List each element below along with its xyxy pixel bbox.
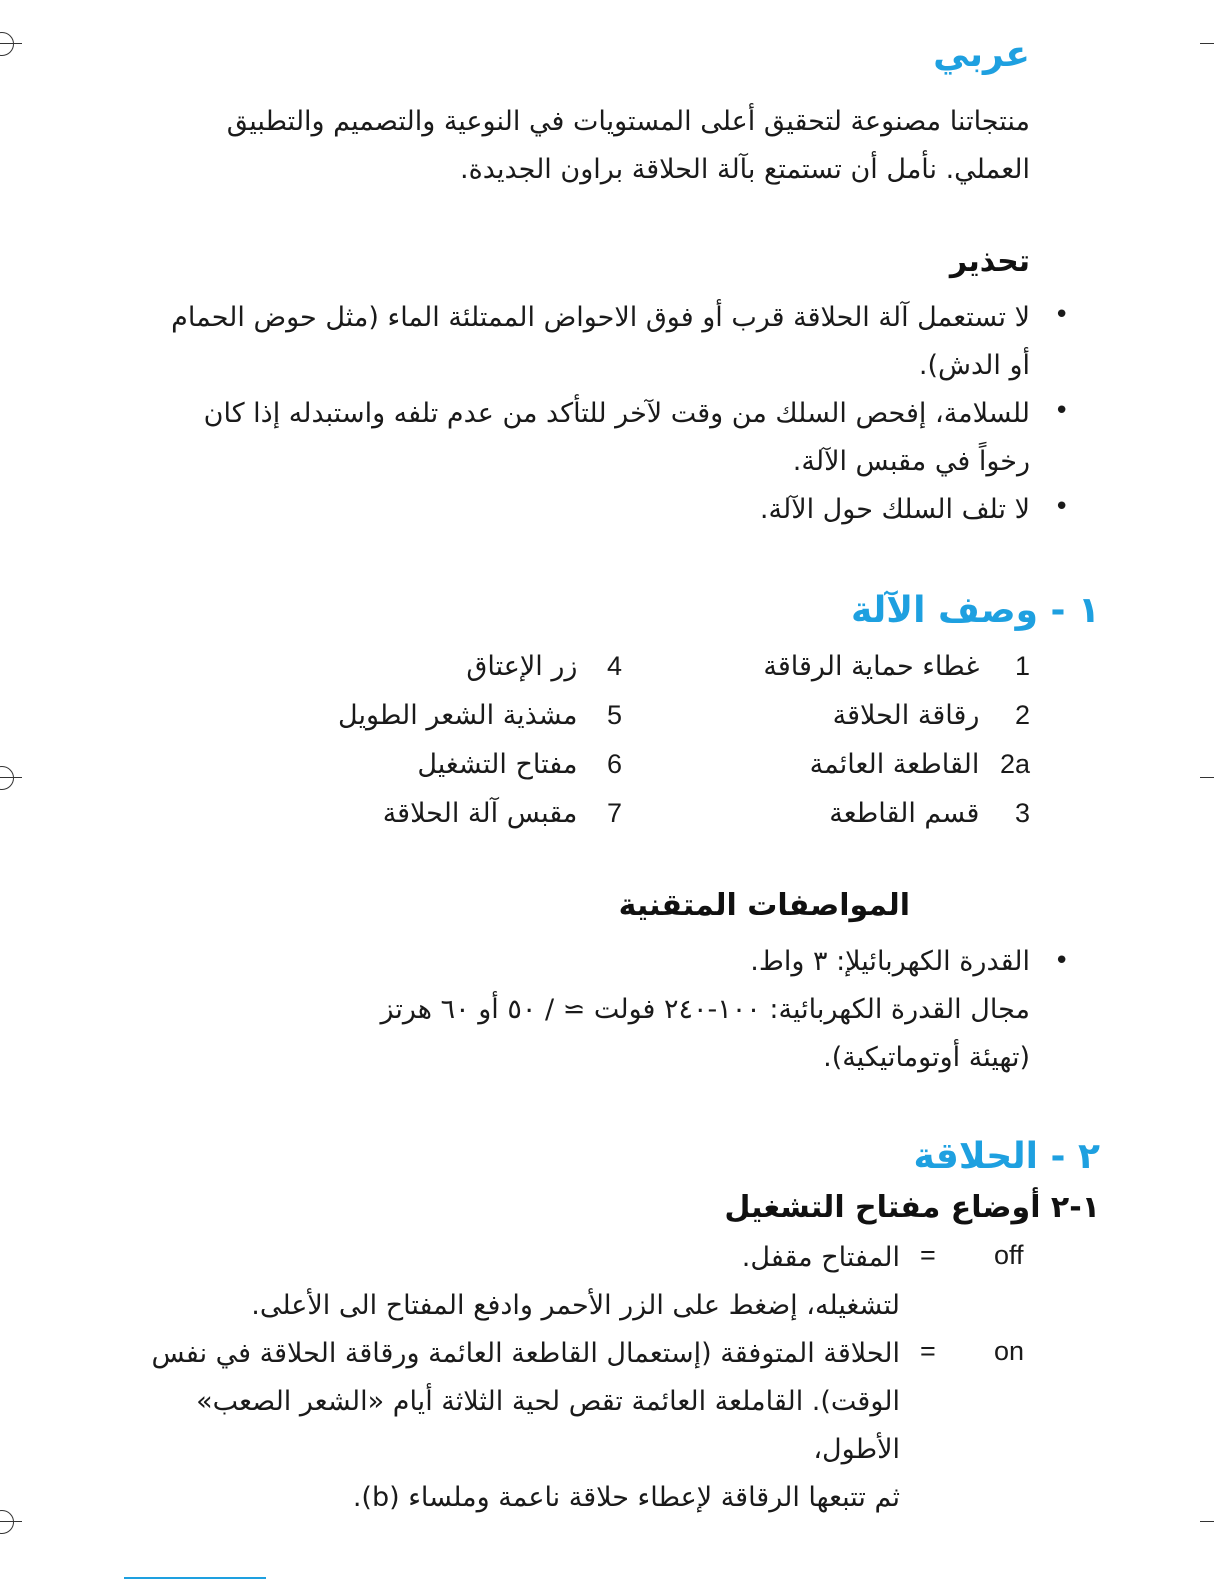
warning-item-3-line-1: لا تلف السلك حول الآلة.	[759, 494, 1030, 525]
specs-title: المواصفات المتقنية	[618, 888, 910, 923]
warning-item-3	[150, 486, 1030, 534]
part-5-label: مشذية الشعر الطويل	[338, 700, 578, 731]
bullet-specs: •	[1054, 946, 1070, 976]
part-1	[763, 646, 1030, 686]
crop-mark-line-top	[0, 43, 22, 44]
part-4-label: زر الإعتاق	[466, 651, 578, 682]
part-7-label: مقبس آلة الحلاقة	[382, 798, 578, 829]
intro-line-2: العملي. نأمل أن تستمتع بآلة الحلاقة براون الجديدة.	[460, 154, 1030, 185]
mode-off-description	[140, 1234, 900, 1330]
specs-range-line-2: (تهيئة أوتوماتيكية).	[823, 1042, 1030, 1073]
part-5	[338, 695, 622, 735]
crop-tick-right-top	[1200, 43, 1214, 44]
warning-item-2-line-1: للسلامة، إفحص السلك من وقت لآخر للتأكد من عدم تلفه واستبدله إذا كان	[203, 398, 1030, 429]
part-2	[833, 695, 1030, 735]
section-2-title: ٢ - الحلاقة	[913, 1136, 1100, 1177]
mode-on-equals: =	[920, 1336, 936, 1366]
mode-on-label: on	[994, 1336, 1025, 1366]
part-3-number: 3	[1014, 798, 1030, 828]
bullet-2: •	[1054, 396, 1070, 426]
mode-off-line-2: لتشغيله، إضغط على الزر الأحمر وادفع المفتاح الى الأعلى.	[251, 1290, 900, 1321]
warning-item-1-line-2: أو الدش).	[918, 350, 1030, 381]
mode-on-line-1: الحلاقة المتوفقة (إستعمال القاطعة العائمة ورقاقة الحلاقة في نفس	[151, 1338, 900, 1369]
mode-on-line-2: الوقت). القاملعة العائمة تقص لحية الثلاثة أيام «الشعر الصعب»	[196, 1386, 900, 1417]
specs-power: القدرة الكهربائيلإ: ٣ واط.	[750, 946, 1030, 977]
part-6-label: مفتاح التشغيل	[417, 749, 578, 780]
part-2a-number: 2a	[999, 749, 1030, 779]
part-7-number: 7	[606, 798, 622, 828]
crop-mark-line-bottom	[0, 1521, 22, 1522]
part-6-number: 6	[606, 749, 622, 779]
intro-paragraph	[170, 98, 1030, 194]
bullet-1: •	[1054, 300, 1070, 330]
mode-off-line-1: المفتاح مقفل.	[741, 1242, 900, 1273]
part-3	[829, 793, 1030, 833]
intro-line-1: منتجاتنا مصنوعة لتحقيق أعلى المستويات في النوعية والتصميم والتطبيق	[226, 106, 1030, 137]
specs-body	[150, 938, 1030, 1082]
part-1-label: غطاء حماية الرقاقة	[763, 651, 980, 682]
part-1-number: 1	[1014, 651, 1030, 681]
warning-item-2-line-2: رخواً في مقبس الآلة.	[792, 446, 1030, 477]
part-4-number: 4	[606, 651, 622, 681]
part-5-number: 5	[606, 700, 622, 730]
crop-tick-right-bottom	[1200, 1521, 1214, 1522]
section-2-1-title: ١-٢ أوضاع مفتاح التشغيل	[724, 1190, 1100, 1225]
part-3-label: قسم القاطعة	[829, 798, 980, 829]
crop-mark-line-middle	[0, 777, 22, 778]
mode-on-line-3: الأطول،	[813, 1434, 900, 1465]
part-7	[383, 793, 622, 833]
part-2-number: 2	[1014, 700, 1030, 730]
mode-on-description	[140, 1330, 900, 1522]
warning-item-1	[150, 294, 1030, 390]
section-1-title: ١ - وصف الآلة	[850, 590, 1100, 631]
footer-rule	[124, 1577, 266, 1579]
part-6	[417, 744, 622, 784]
crop-mark-circle-bottom	[0, 1510, 14, 1534]
part-2a-label: القاطعة العائمة	[809, 749, 980, 780]
warning-title: تحذير	[949, 244, 1030, 279]
part-2-label: رقاقة الحلاقة	[832, 700, 980, 731]
bullet-3: •	[1054, 492, 1070, 522]
language-heading: عربي	[933, 34, 1030, 75]
crop-tick-right-middle	[1200, 777, 1214, 778]
warning-item-2	[150, 390, 1030, 486]
part-4	[466, 646, 622, 686]
mode-on-line-4: ثم تتبعها الرقاقة لإعطاء حلاقة ناعمة وملساء (b).	[352, 1482, 900, 1513]
mode-off-label: off	[994, 1240, 1024, 1270]
crop-mark-circle-top	[0, 32, 14, 56]
crop-mark-circle-middle	[0, 766, 14, 790]
specs-range-line-1: مجال القدرة الكهربائية: ١٠٠-٢٤٠ فولت ≃ / ٥٠ أو ٦٠ هرتز	[380, 994, 1030, 1025]
part-2a	[810, 744, 1030, 784]
warning-item-1-line-1: لا تستعمل آلة الحلاقة قرب أو فوق الاحواض الممتلئة الماء (مثل حوض الحمام	[171, 302, 1030, 333]
mode-off-equals: =	[920, 1240, 936, 1270]
